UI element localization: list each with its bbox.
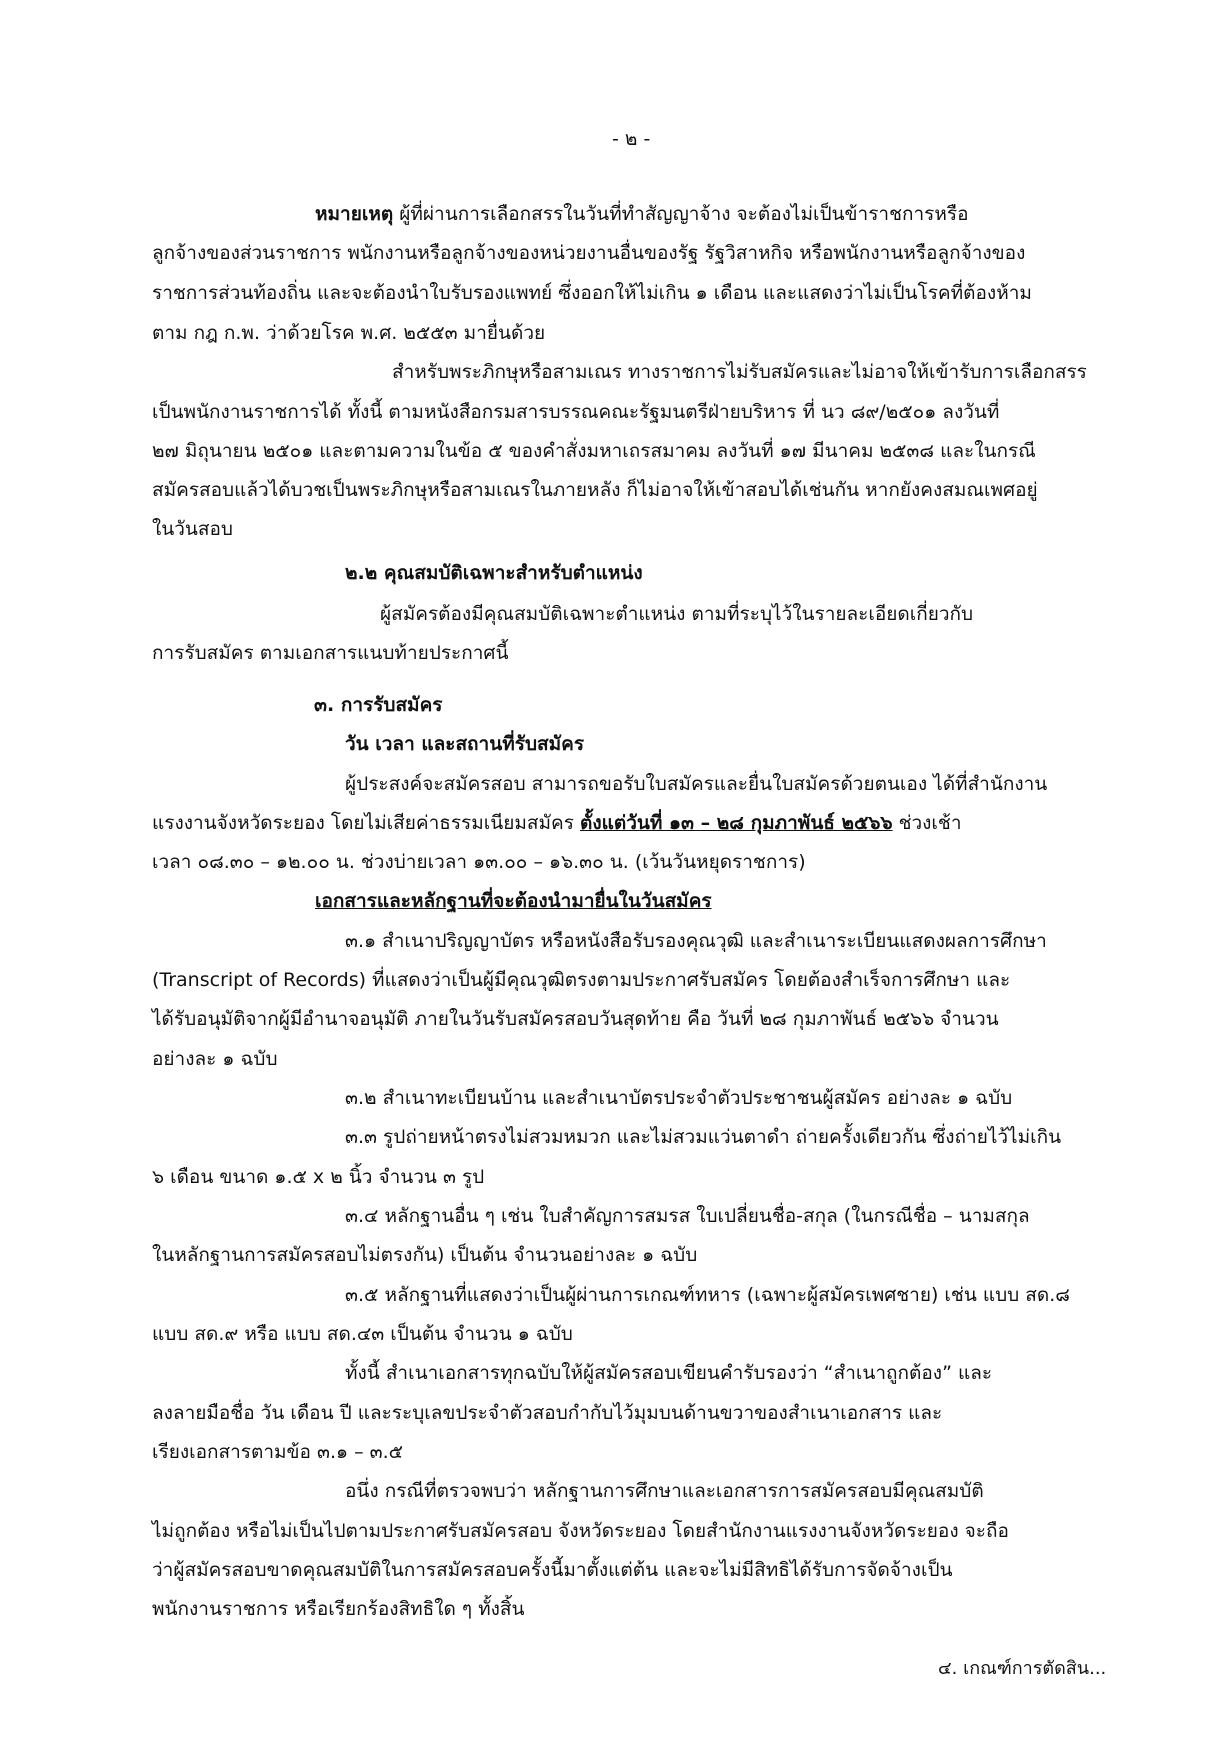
section-3-subheading: วัน เวลา และสถานที่รับสมัคร: [345, 733, 585, 755]
note-line-2: ลูกจ้างของส่วนราชการ พนักงานหรือลูกจ้างของหน่วยงานอื่นของรัฐ รัฐวิสาหกิจ หรือพนักงานหรือลูกจ้างของ: [152, 242, 1026, 264]
final-line-1: อนึ่ง กรณีที่ตรวจพบว่า หลักฐานการศึกษาและเอกสารการสมัครสอบมีคุณสมบัติ: [345, 1480, 984, 1502]
doc-3-3-line-1: ๓.๓ รูปถ่ายหน้าตรงไม่สวมหมวก และไม่สวมแว่นตาดำ ถ่ายครั้งเดียวกัน ซึ่งถ่ายไว้ไม่เกิน: [345, 1126, 1062, 1148]
doc-3-2: ๓.๒ สำเนาทะเบียนบ้าน และสำเนาบัตรประจำตัวประชาชนผู้สมัคร อย่างละ ๑ ฉบับ: [345, 1087, 1013, 1109]
doc-3-5-line-2: แบบ สด.๙ หรือ แบบ สด.๔๓ เป็นต้น จำนวน ๑ ฉบับ: [152, 1323, 573, 1345]
doc-3-5-line-1: ๓.๕ หลักฐานที่แสดงว่าเป็นผู้ผ่านการเกณฑ์ทหาร (เฉพาะผู้สมัครเพศชาย) เช่น แบบ สด.๘: [345, 1284, 1070, 1306]
doc-3-1-line-2: (Transcript of Records) ที่แสดงว่าเป็นผู้มีคุณวุฒิตรงตามประกาศรับสมัคร โดยต้องสำเร็จการศึกษา และ: [152, 969, 1011, 991]
doc-3-3-line-2: ๖ เดือน ขนาด ๑.๕ x ๒ นิ้ว จำนวน ๓ รูป: [152, 1166, 485, 1188]
doc-3-1-line-4: อย่างละ ๑ ฉบับ: [152, 1048, 278, 1070]
doc-3-1-line-3: ได้รับอนุมัติจากผู้มีอำนาจอนุมัติ ภายในวันรับสมัครสอบวันสุดท้าย คือ วันที่ ๒๘ กุมภาพันธ์ ๒๕๖๖ จำนวน: [152, 1008, 999, 1030]
section-2-2-heading: ๒.๒ คุณสมบัติเฉพาะสำหรับตำแหน่ง: [345, 562, 643, 584]
page-number: - ๒ -: [612, 128, 651, 150]
section-2-2-line-2: การรับสมัคร ตามเอกสารแนบท้ายประกาศนี้: [152, 642, 509, 664]
doc-3-4-line-2: ในหลักฐานการสมัครสอบไม่ตรงกัน) เป็นต้น จำนวนอย่างละ ๑ ฉบับ: [152, 1244, 698, 1266]
certify-line-3: เรียงเอกสารตามข้อ ๓.๑ – ๓.๕: [152, 1441, 404, 1463]
note-line-1: [315, 201, 969, 227]
note-line-3: ราชการส่วนท้องถิ่น และจะต้องนำใบรับรองแพทย์ ซึ่งออกให้ไม่เกิน ๑ เดือน และแสดงว่าไม่เป็นโรคที่ต้องห้าม: [152, 282, 1032, 304]
certify-line-1: ทั้งนี้ สำเนาเอกสารทุกฉบับให้ผู้สมัครสอบเขียนคำรับรองว่า “สำเนาถูกต้อง” และ: [345, 1362, 993, 1384]
section-3-line-2a: แรงงานจังหวัดระยอง โดยไม่เสียค่าธรรมเนียมสมัคร: [152, 812, 574, 834]
note-line-4: ตาม กฎ ก.พ. ว่าด้วยโรค พ.ศ. ๒๕๕๓ มายื่นด้วย: [152, 322, 546, 344]
certify-line-2: ลงลายมือชื่อ วัน เดือน ปี และระบุเลขประจำตัวสอบกำกับไว้มุมบนด้านขวาของสำเนาเอกสาร และ: [152, 1402, 943, 1424]
section-2-2-line-1: ผู้สมัครต้องมีคุณสมบัติเฉพาะตำแหน่ง ตามที่ระบุไว้ในรายละเอียดเกี่ยวกับ: [380, 603, 974, 625]
section-3-line-2c: ช่วงเช้า: [898, 812, 962, 834]
final-line-4: พนักงานราชการ หรือเรียกร้องสิทธิใด ๆ ทั้งสิ้น: [152, 1598, 525, 1620]
final-line-3: ว่าผู้สมัครสอบขาดคุณสมบัติในการสมัครสอบครั้งนี้มาตั้งแต่ต้น และจะไม่มีสิทธิได้รับการจัดจ้างเป็น: [152, 1559, 953, 1581]
monk-line-5: ในวันสอบ: [152, 518, 233, 540]
doc-3-4-line-1: ๓.๔ หลักฐานอื่น ๆ เช่น ใบสำคัญการสมรส ใบเปลี่ยนชื่อ-สกุล (ในกรณีชื่อ – นามสกุล: [345, 1205, 1030, 1227]
application-dates: ตั้งแต่วันที่ ๑๓ – ๒๘ กุมภาพันธ์ ๒๕๖๖: [580, 812, 893, 834]
monk-line-1: สำหรับพระภิกษุหรือสามเณร ทางราชการไม่รับสมัครและไม่อาจให้เข้ารับการเลือกสรร: [392, 361, 1087, 383]
section-3-heading: ๓. การรับสมัคร: [314, 694, 443, 716]
note-line-1-text: ผู้ที่ผ่านการเลือกสรรในวันที่ทำสัญญาจ้าง จะต้องไม่เป็นข้าราชการหรือ: [399, 203, 969, 225]
monk-line-4: สมัครสอบแล้วได้บวชเป็นพระภิกษุหรือสามเณรในภายหลัง ก็ไม่อาจให้เข้าสอบได้เช่นกัน หากยังคงสมณเพศอยู่: [152, 479, 1038, 501]
monk-line-3: ๒๗ มิถุนายน ๒๕๐๑ และตามความในข้อ ๕ ของคำสั่งมหาเถรสมาคม ลงวันที่ ๑๗ มีนาคม ๒๕๓๘ และในกรณี: [152, 440, 1036, 462]
continuation-note: ๔. เกณฑ์การตัดสิน...: [938, 1658, 1107, 1679]
note-label: หมายเหตุ: [315, 203, 394, 225]
section-3-line-1: ผู้ประสงค์จะสมัครสอบ สามารถขอรับใบสมัครและยื่นใบสมัครด้วยตนเอง ได้ที่สำนักงาน: [345, 773, 1048, 795]
monk-line-2: เป็นพนักงานราชการได้ ทั้งนี้ ตามหนังสือกรมสารบรรณคณะรัฐมนตรีฝ่ายบริหาร ที่ นว ๘๙/๒๕๐๑ ลงวันที่: [152, 401, 1000, 423]
section-3-line-2: [152, 810, 962, 836]
section-3-line-3: เวลา ๐๘.๓๐ – ๑๒.๐๐ น. ช่วงบ่ายเวลา ๑๓.๐๐ – ๑๖.๓๐ น. (เว้นวันหยุดราชการ): [152, 851, 806, 873]
final-line-2: ไม่ถูกต้อง หรือไม่เป็นไปตามประกาศรับสมัครสอบ จังหวัดระยอง โดยสำนักงานแรงงานจังหวัดระยอง จะถือ: [152, 1520, 1009, 1542]
doc-3-1-line-1: ๓.๑ สำเนาปริญญาบัตร หรือหนังสือรับรองคุณวุฒิ และสำเนาระเบียนแสดงผลการศึกษา: [345, 930, 1047, 952]
documents-heading: เอกสารและหลักฐานที่จะต้องนำมายื่นในวันสมัคร: [315, 890, 712, 912]
